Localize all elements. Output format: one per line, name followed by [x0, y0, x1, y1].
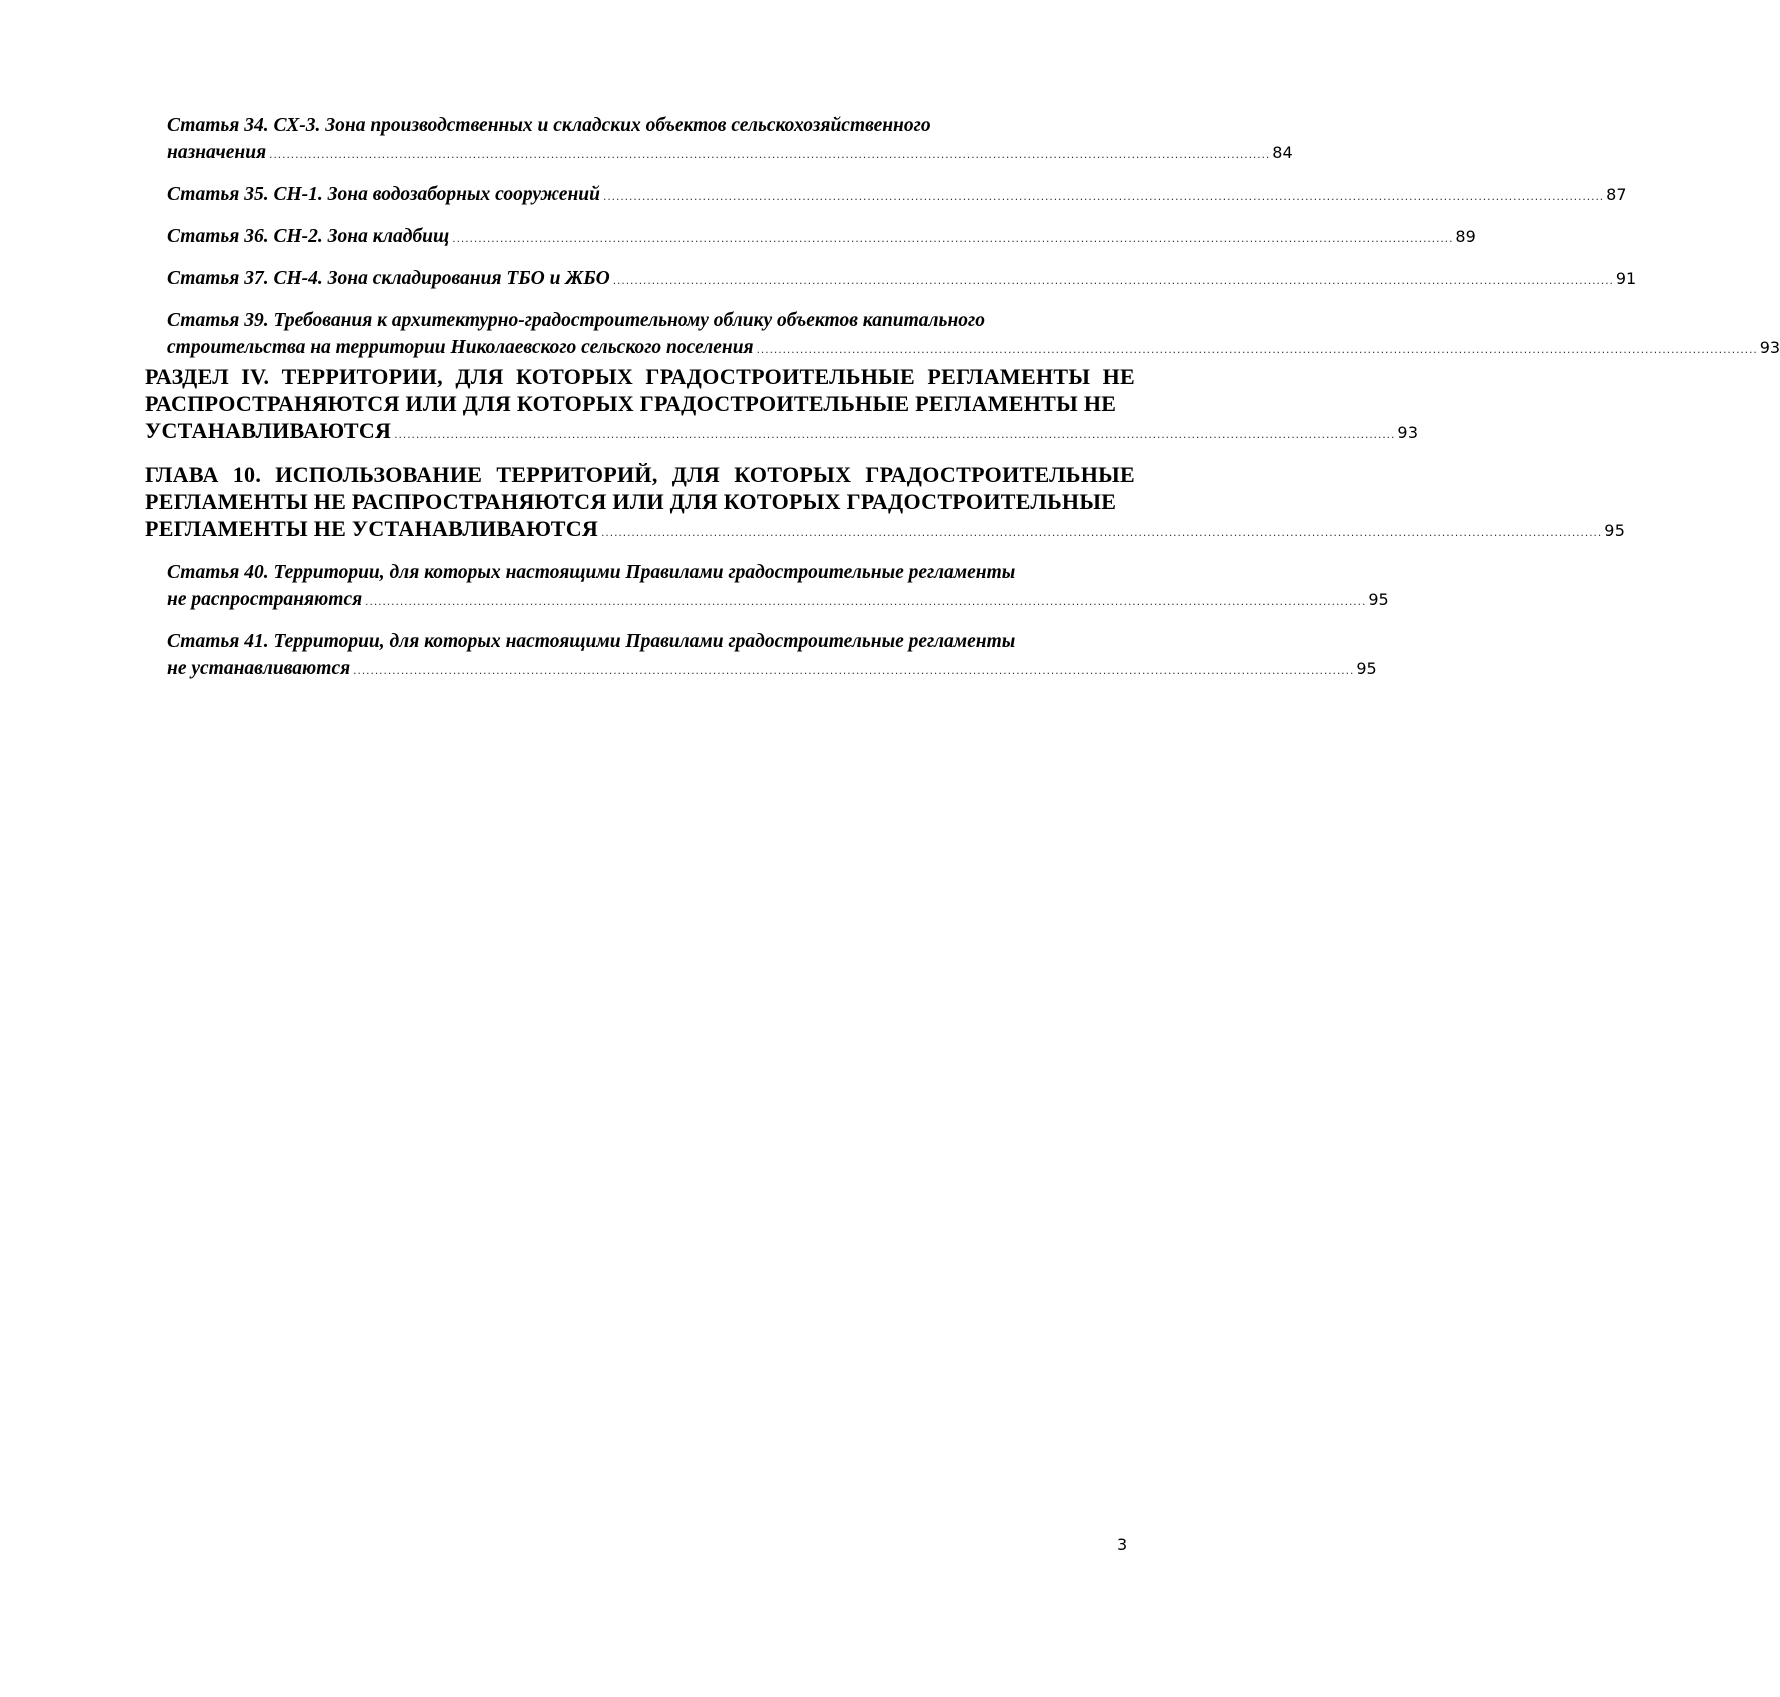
dot-leader: .......................................................................................................................................................................................................................................	[394, 427, 1396, 441]
toc-entry-title-end: Статья 36. СН-2. Зона кладбищ	[167, 226, 450, 247]
toc-entry-article-39[interactable]	[167, 307, 1780, 363]
toc-entry-title-end: не распространяются	[167, 589, 363, 610]
toc-entry-title: Статья 39. Требования к архитектурно-градостроительному облику объектов капитального	[167, 310, 985, 331]
toc-entry-title-end: не устанавливаются	[167, 658, 351, 679]
dot-leader: .......................................................................................................................................................................................................................................	[452, 231, 1454, 245]
toc-entry-title: Статья 41. Территории, для которых настоящими Правилами градостроительные регламенты	[167, 631, 1016, 652]
toc-entry-page: 93	[1759, 338, 1780, 357]
toc-entry-page: 93	[1397, 423, 1419, 442]
toc-entry-article-41[interactable]	[167, 628, 1377, 684]
toc-entry-article-37[interactable]	[167, 265, 1637, 294]
toc-entry-title-end: Статья 37. СН-4. Зона складирования ТБО и ЖБО	[167, 268, 610, 289]
toc-entry-article-34[interactable]	[167, 112, 1293, 168]
toc-entry-page: 84	[1272, 143, 1293, 162]
dot-leader: .......................................................................................................................................................................................................................................	[353, 663, 1355, 677]
table-of-contents	[145, 112, 1780, 697]
toc-entry-chapter-10[interactable]	[145, 461, 1626, 546]
toc-entry-title: ГЛАВА 10. ИСПОЛЬЗОВАНИЕ ТЕРРИТОРИЙ, ДЛЯ КОТОРЫХ ГРАДОСТРОИТЕЛЬНЫЕ РЕГЛАМЕНТЫ НЕ РАСПРОСТРАНЯЮТСЯ ИЛИ ДЛЯ КОТОРЫХ ГРАДОСТРОИТЕЛЬНЫЕ	[145, 462, 1135, 514]
dot-leader: .......................................................................................................................................................................................................................................	[756, 342, 1758, 356]
toc-entry-article-36[interactable]	[167, 223, 1476, 252]
toc-entry-section-iv[interactable]	[145, 363, 1419, 448]
toc-entry-title-end: строительства на территории Николаевского сельского поселения	[167, 337, 754, 358]
toc-entry-article-40[interactable]	[167, 559, 1389, 615]
toc-entry-page: 87	[1606, 185, 1627, 204]
toc-entry-page: 89	[1455, 227, 1476, 246]
toc-entry-page: 91	[1615, 269, 1637, 288]
toc-entry-title: Статья 34. СХ-3. Зона производственных и складских объектов сельскохозяйственного	[167, 115, 931, 136]
toc-entry-title: Статья 40. Территории, для которых настоящими Правилами градостроительные регламенты	[167, 562, 1016, 583]
toc-entry-page: 95	[1604, 521, 1626, 540]
toc-entry-page: 95	[1356, 659, 1377, 678]
dot-leader: .......................................................................................................................................................................................................................................	[612, 273, 1614, 287]
page-number: 3	[1117, 1535, 1128, 1554]
dot-leader: .......................................................................................................................................................................................................................................	[601, 525, 1603, 539]
toc-entry-page: 95	[1368, 590, 1389, 609]
dot-leader: .......................................................................................................................................................................................................................................	[602, 189, 1605, 203]
toc-entry-article-35[interactable]	[167, 181, 1627, 210]
toc-entry-title-end: РЕГЛАМЕНТЫ НЕ УСТАНАВЛИВАЮТСЯ	[145, 516, 599, 541]
toc-entry-title: РАЗДЕЛ IV. ТЕРРИТОРИИ, ДЛЯ КОТОРЫХ ГРАДОСТРОИТЕЛЬНЫЕ РЕГЛАМЕНТЫ НЕ РАСПРОСТРАНЯЮТСЯ ИЛИ ДЛЯ КОТОРЫХ ГРАДОСТРОИТЕЛЬНЫЕ РЕГЛАМЕНТЫ НЕ	[145, 364, 1135, 416]
toc-entry-title-end: Статья 35. СН-1. Зона водозаборных сооружений	[167, 184, 600, 205]
dot-leader: .......................................................................................................................................................................................................................................	[365, 594, 1367, 608]
toc-entry-title-end: назначения	[167, 142, 267, 163]
toc-entry-title-end: УСТАНАВЛИВАЮТСЯ	[145, 418, 392, 443]
dot-leader: .......................................................................................................................................................................................................................................	[269, 147, 1271, 161]
